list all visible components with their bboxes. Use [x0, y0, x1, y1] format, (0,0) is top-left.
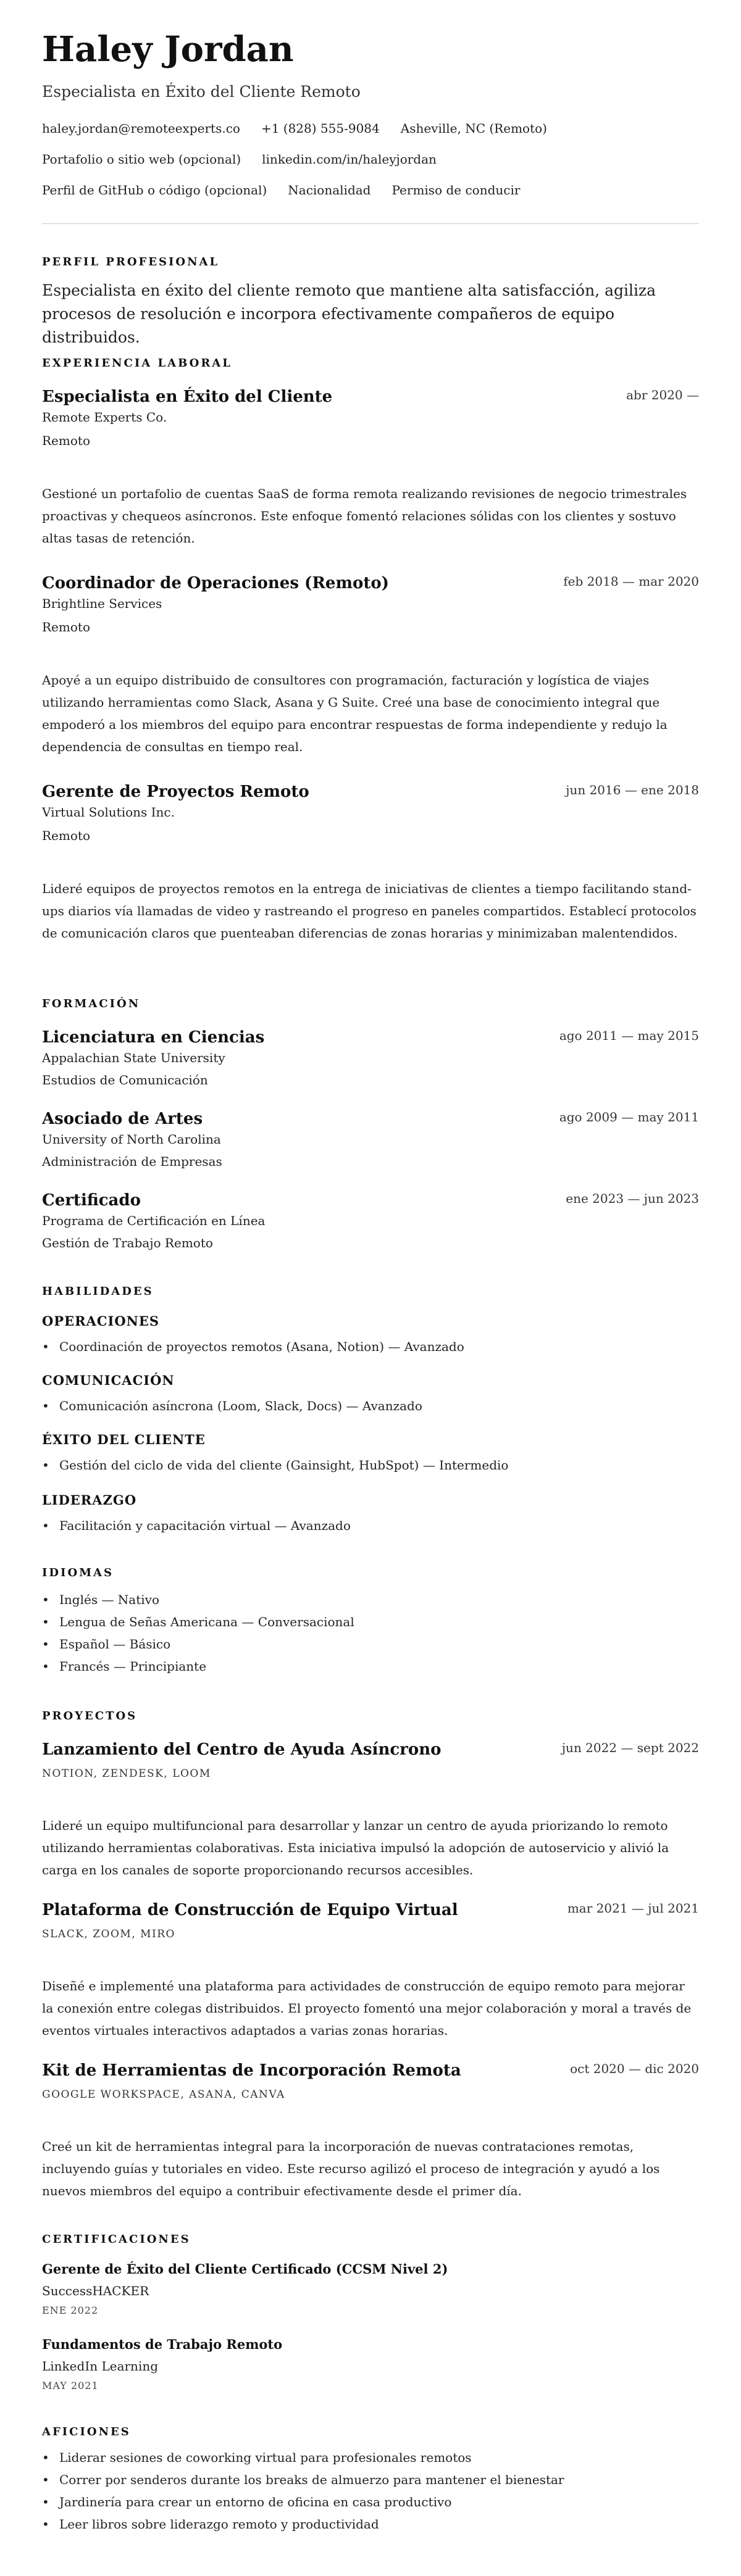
contact-row-1: [42, 121, 568, 136]
project-name: Lanzamiento del Centro de Ayuda Asíncrono: [42, 1740, 442, 1759]
experience-dates: feb 2018 — mar 2020: [563, 574, 699, 589]
summary-text: Especialista en éxito del cliente remoto que mantiene alta satisfacción, agiliza procesos de resolución e incorpora efectivamente compañeros de equipo distribuidos.: [42, 281, 656, 346]
education-degree: Certificado: [42, 1191, 141, 1210]
experience-role: Coordinador de Operaciones (Remoto): [42, 574, 389, 592]
project-dates: jun 2022 — sept 2022: [561, 1740, 699, 1755]
project-description: Lideré un equipo multifuncional para desarrollar y lanzar un centro de ayuda priorizando lo remoto utilizando herramientas colaborativas. Esta iniciativa impulsó la adopción de autoservicio y alivió la carga en los canales de soporte proporcionando recursos accesibles.: [42, 1818, 669, 1877]
license-text: Permiso de conducir: [391, 183, 521, 197]
education-field: Gestión de Trabajo Remoto: [42, 1236, 213, 1250]
education-field: Estudios de Comunicación: [42, 1073, 208, 1087]
nationality-text: Nacionalidad: [288, 183, 371, 197]
experience-mode: Remoto: [42, 828, 90, 843]
language-item: • Francés — Principiante: [42, 1659, 206, 1674]
education-dates: ago 2009 — may 2011: [559, 1110, 699, 1124]
experience-mode: Remoto: [42, 433, 90, 448]
linkedin-link[interactable]: linkedin.com/in/haleyjordan: [262, 152, 437, 167]
contact-row-2: [42, 152, 458, 167]
education-school: Programa de Certificación en Línea: [42, 1213, 266, 1228]
skill-category: COMUNICACIÓN: [42, 1373, 175, 1388]
skill-item: • Coordinación de proyectos remotos (Asana, Notion) — Avanzado: [42, 1339, 464, 1354]
education-school: University of North Carolina: [42, 1132, 221, 1147]
certifications-section-title: CERTIFICACIONES: [42, 2233, 191, 2246]
portfolio-link[interactable]: Portafolio o sitio web (opcional): [42, 152, 241, 167]
projects-section-title: PROYECTOS: [42, 1710, 138, 1722]
experience-company: Remote Experts Co.: [42, 410, 167, 425]
headline: Especialista en Éxito del Cliente Remoto: [42, 83, 361, 101]
hobby-item: • Liderar sesiones de coworking virtual para profesionales remotos: [42, 2450, 472, 2465]
education-dates: ene 2023 — jun 2023: [566, 1191, 699, 1206]
education-degree: Asociado de Artes: [42, 1110, 203, 1128]
experience-dates: abr 2020 —: [626, 388, 699, 402]
project-name: Kit de Herramientas de Incorporación Remota: [42, 2061, 461, 2080]
experience-role: Gerente de Proyectos Remoto: [42, 783, 309, 801]
skill-item: • Gestión del ciclo de vida del cliente (Gainsight, HubSpot) — Intermedio: [42, 1458, 508, 1473]
experience-company: Virtual Solutions Inc.: [42, 805, 175, 820]
skill-item: • Facilitación y capacitación virtual — Avanzado: [42, 1518, 351, 1533]
certification-date: MAY 2021: [42, 2380, 99, 2391]
hobby-item: • Jardinería para crear un entorno de oficina en casa productivo: [42, 2495, 451, 2509]
project-description: Diseñé e implementé una plataforma para actividades de construcción de equipo remoto para mejorar la conexión entre colegas distribuidos. El proyecto fomentó una mejor colaboración y moral a través de eventos virtuales interactivos adaptados a varias zonas horarias.: [42, 1979, 692, 2038]
experience-section-title: EXPERIENCIA LABORAL: [42, 357, 232, 370]
skill-category: LIDERAZGO: [42, 1492, 137, 1508]
experience-description: Lideré equipos de proyectos remotos en la entrega de iniciativas de clientes a tiempo facilitando stand-ups diarios vía llamadas de video y rastreando el progreso en paneles compartidos. Establecí protocolos de comunicación claros que puenteaban diferencias de zonas horarias y minimizaban malentendidos.: [42, 881, 697, 941]
hobby-item: • Leer libros sobre liderazgo remoto y productividad: [42, 2517, 379, 2532]
phone-text: +1 (828) 555-9084: [261, 121, 380, 136]
hobbies-section-title: AFICIONES: [42, 2425, 131, 2438]
experience-company: Brightline Services: [42, 596, 162, 611]
project-dates: oct 2020 — dic 2020: [570, 2061, 699, 2076]
location-text: Asheville, NC (Remoto): [400, 121, 547, 136]
github-link[interactable]: Perfil de GitHub o código (opcional): [42, 183, 267, 197]
skill-category: OPERACIONES: [42, 1313, 160, 1329]
language-item: • Español — Básico: [42, 1637, 170, 1652]
certification-name: Fundamentos de Trabajo Remoto: [42, 2337, 283, 2352]
email-link[interactable]: haley.jordan@remoteexperts.co: [42, 121, 240, 136]
project-tech: GOOGLE WORKSPACE, ASANA, CANVA: [42, 2088, 285, 2101]
education-degree: Licenciatura en Ciencias: [42, 1028, 265, 1047]
project-tech: NOTION, ZENDESK, LOOM: [42, 1768, 211, 1780]
education-section-title: FORMACIÓN: [42, 997, 141, 1010]
header-divider: [42, 223, 699, 224]
project-name: Plataforma de Construcción de Equipo Virtual: [42, 1901, 458, 1919]
skills-section-title: HABILIDADES: [42, 1285, 154, 1298]
experience-role: Especialista en Éxito del Cliente: [42, 388, 333, 406]
experience-mode: Remoto: [42, 620, 90, 634]
language-item: • Lengua de Señas Americana — Conversacional: [42, 1614, 354, 1629]
certification-date: ENE 2022: [42, 2304, 99, 2316]
experience-description: Apoyé a un equipo distribuido de consultores con programación, facturación y logística de viajes utilizando herramientas como Slack, Asana y G Suite. Creé una base de conocimiento integral que empoderó a los miembros del equipo para encontrar respuestas de forma independiente y redujo la dependencia de consultas en tiempo real.: [42, 673, 668, 754]
experience-dates: jun 2016 — ene 2018: [566, 783, 699, 797]
hobby-item: • Correr por senderos durante los breaks de almuerzo para mantener el bienestar: [42, 2472, 564, 2487]
summary-section-title: PERFIL PROFESIONAL: [42, 256, 220, 268]
education-dates: ago 2011 — may 2015: [559, 1028, 699, 1043]
education-field: Administración de Empresas: [42, 1154, 222, 1169]
candidate-name: Haley Jordan: [42, 29, 294, 70]
contact-row-3: [42, 183, 541, 197]
certification-issuer: LinkedIn Learning: [42, 2359, 159, 2374]
skill-category: ÉXITO DEL CLIENTE: [42, 1432, 206, 1447]
language-item: • Inglés — Nativo: [42, 1592, 159, 1607]
languages-section-title: IDIOMAS: [42, 1566, 114, 1579]
certification-name: Gerente de Éxito del Cliente Certificado (CCSM Nivel 2): [42, 2261, 448, 2277]
project-tech: SLACK, ZOOM, MIRO: [42, 1928, 175, 1940]
education-school: Appalachian State University: [42, 1050, 225, 1065]
skill-item: • Comunicación asíncrona (Loom, Slack, Docs) — Avanzado: [42, 1398, 422, 1413]
experience-description: Gestioné un portafolio de cuentas SaaS de forma remota realizando revisiones de negocio trimestrales proactivas y chequeos asíncronos. Este enfoque fomentó relaciones sólidas con los clientes y sostuvo altas tasas de retención.: [42, 486, 687, 546]
project-dates: mar 2021 — jul 2021: [567, 1901, 699, 1916]
certification-issuer: SuccessHACKER: [42, 2283, 149, 2298]
project-description: Creé un kit de herramientas integral para la incorporación de nuevas contrataciones remotas, incluyendo guías y tutoriales en video. Este recurso agilizó el proceso de integración y ayudó a los nuevos miembros del equipo a contribuir efectivamente desde el primer día.: [42, 2139, 660, 2198]
